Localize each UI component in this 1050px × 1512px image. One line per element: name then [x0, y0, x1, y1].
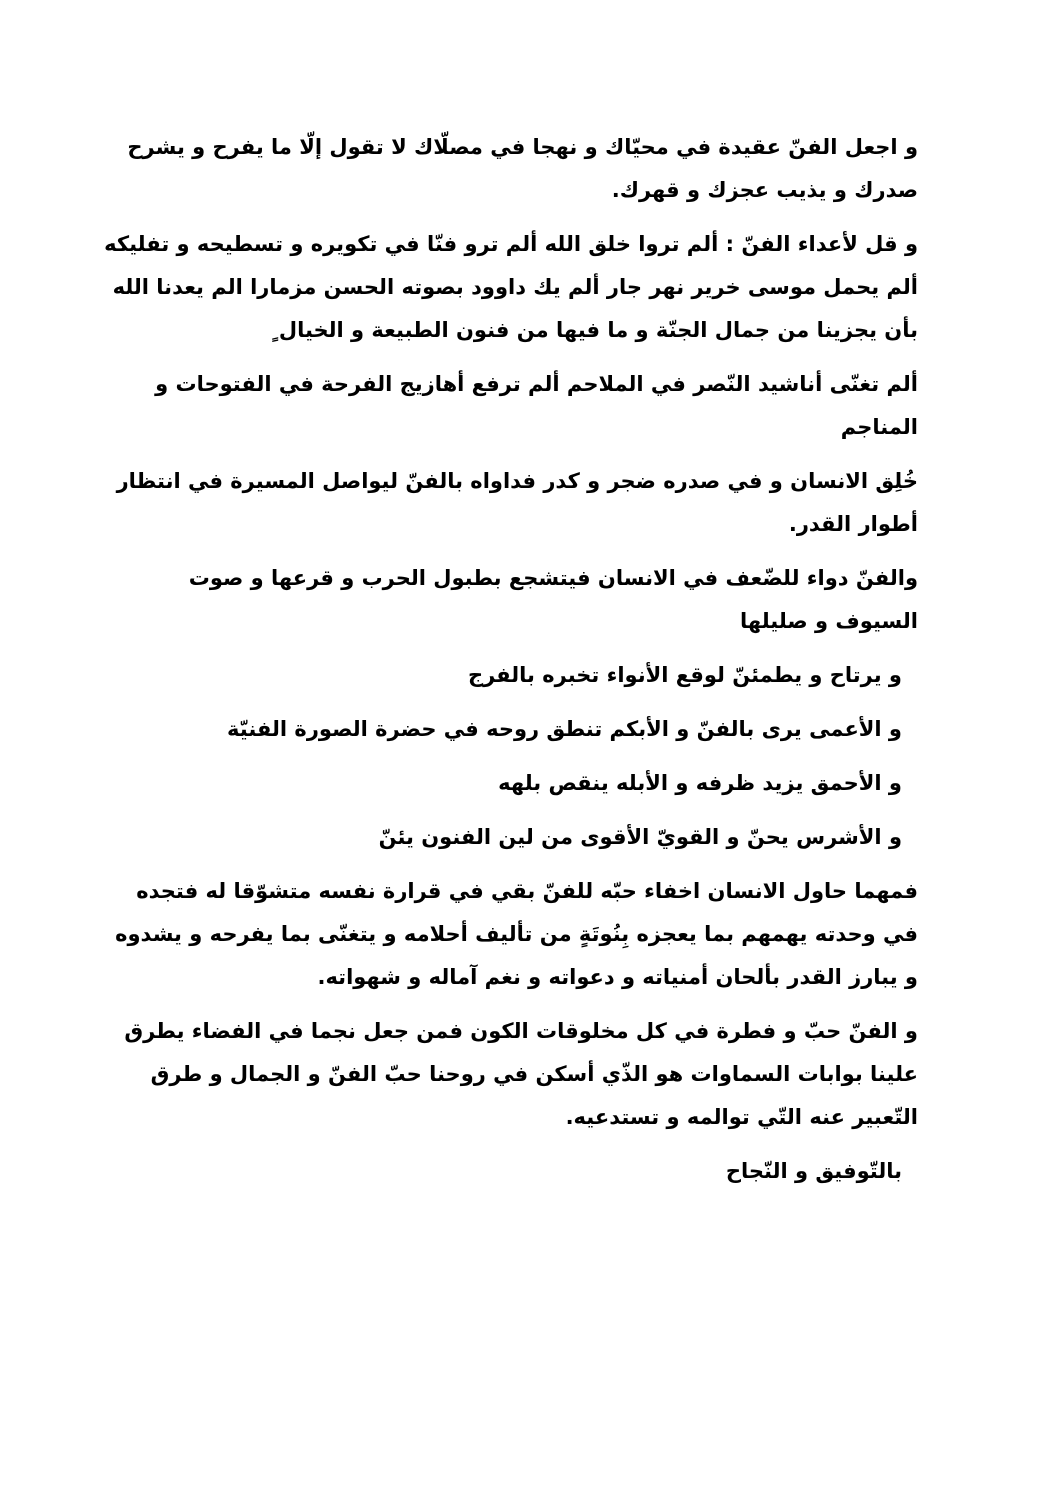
closing-line: بالتّوفيق و النّجاح	[725, 1159, 902, 1183]
paragraph-4: خُلِق الانسان و في صدره ضجر و كدر فداواه بالفنّ ليواصل المسيرة في انتظار أطوار القدر.	[116, 469, 918, 536]
paragraph-1: و اجعل الفنّ عقيدة في محيّاك و نهجا في مصلّاك لا تقول إلّا ما يفرح و يشرح صدرك و يذيب عجزك و قهرك.	[127, 135, 918, 202]
paragraph-2: و قل لأعداء الفنّ : ألم تروا خلق الله ألم ترو فنّا في تكويره و تسطيحه و تفليكه ألم يحمل موسى خرير نهر جار ألم يك داوود بصوته الحسن مزمارا الم يعدنا الله بأن يجزينا من جمال الجنّة و ما فيها من فنون الطبيعة و الخيال ٍ	[104, 232, 918, 342]
paragraph-10: فمهما حاول الانسان اخفاء حبّه للفنّ بقي في قرارة نفسه متشوّقا له فتجده في وحدته يهمهم بما يعجزه بِنُوتَةٍ من تأليف أحلامه و يتغنّى بما يفرحه و يشدوه و يبارز القدر بألحان أمنياته و دعواته و نغم آماله و شهواته.	[115, 879, 918, 989]
paragraph-3: ألم تغنّى أناشيد النّصر في الملاحم ألم ترفع أهازيج الفرحة في الفتوحات و المناجم	[155, 372, 918, 439]
paragraph-9: و الأشرس يحنّ و القويّ الأقوى من لين الفنون يئنّ	[378, 825, 902, 849]
paragraph-5: والفنّ دواء للضّعف في الانسان فيتشجع بطبول الحرب و قرعها و صوت السيوف و صليلها	[188, 566, 918, 633]
paragraph-8: و الأحمق يزيد ظرفه و الأبله ينقص بلهه	[498, 771, 902, 795]
paragraph-11: و الفنّ حبّ و فطرة في كل مخلوقات الكون فمن جعل نجما في الفضاء يطرق علينا بوابات السماوات هو الذّي أسكن في روحنا حبّ الفنّ و الجمال و طرق التّعبير عنه التّي توالمه و تستدعيه.	[124, 1019, 918, 1129]
paragraph-6: و يرتاح و يطمئنّ لوقع الأنواء تخبره بالفرج	[467, 663, 902, 687]
paragraph-7: و الأعمى يرى بالفنّ و الأبكم تنطق روحه في حضرة الصورة الفنيّة	[227, 717, 902, 741]
document-body	[104, 126, 918, 1204]
